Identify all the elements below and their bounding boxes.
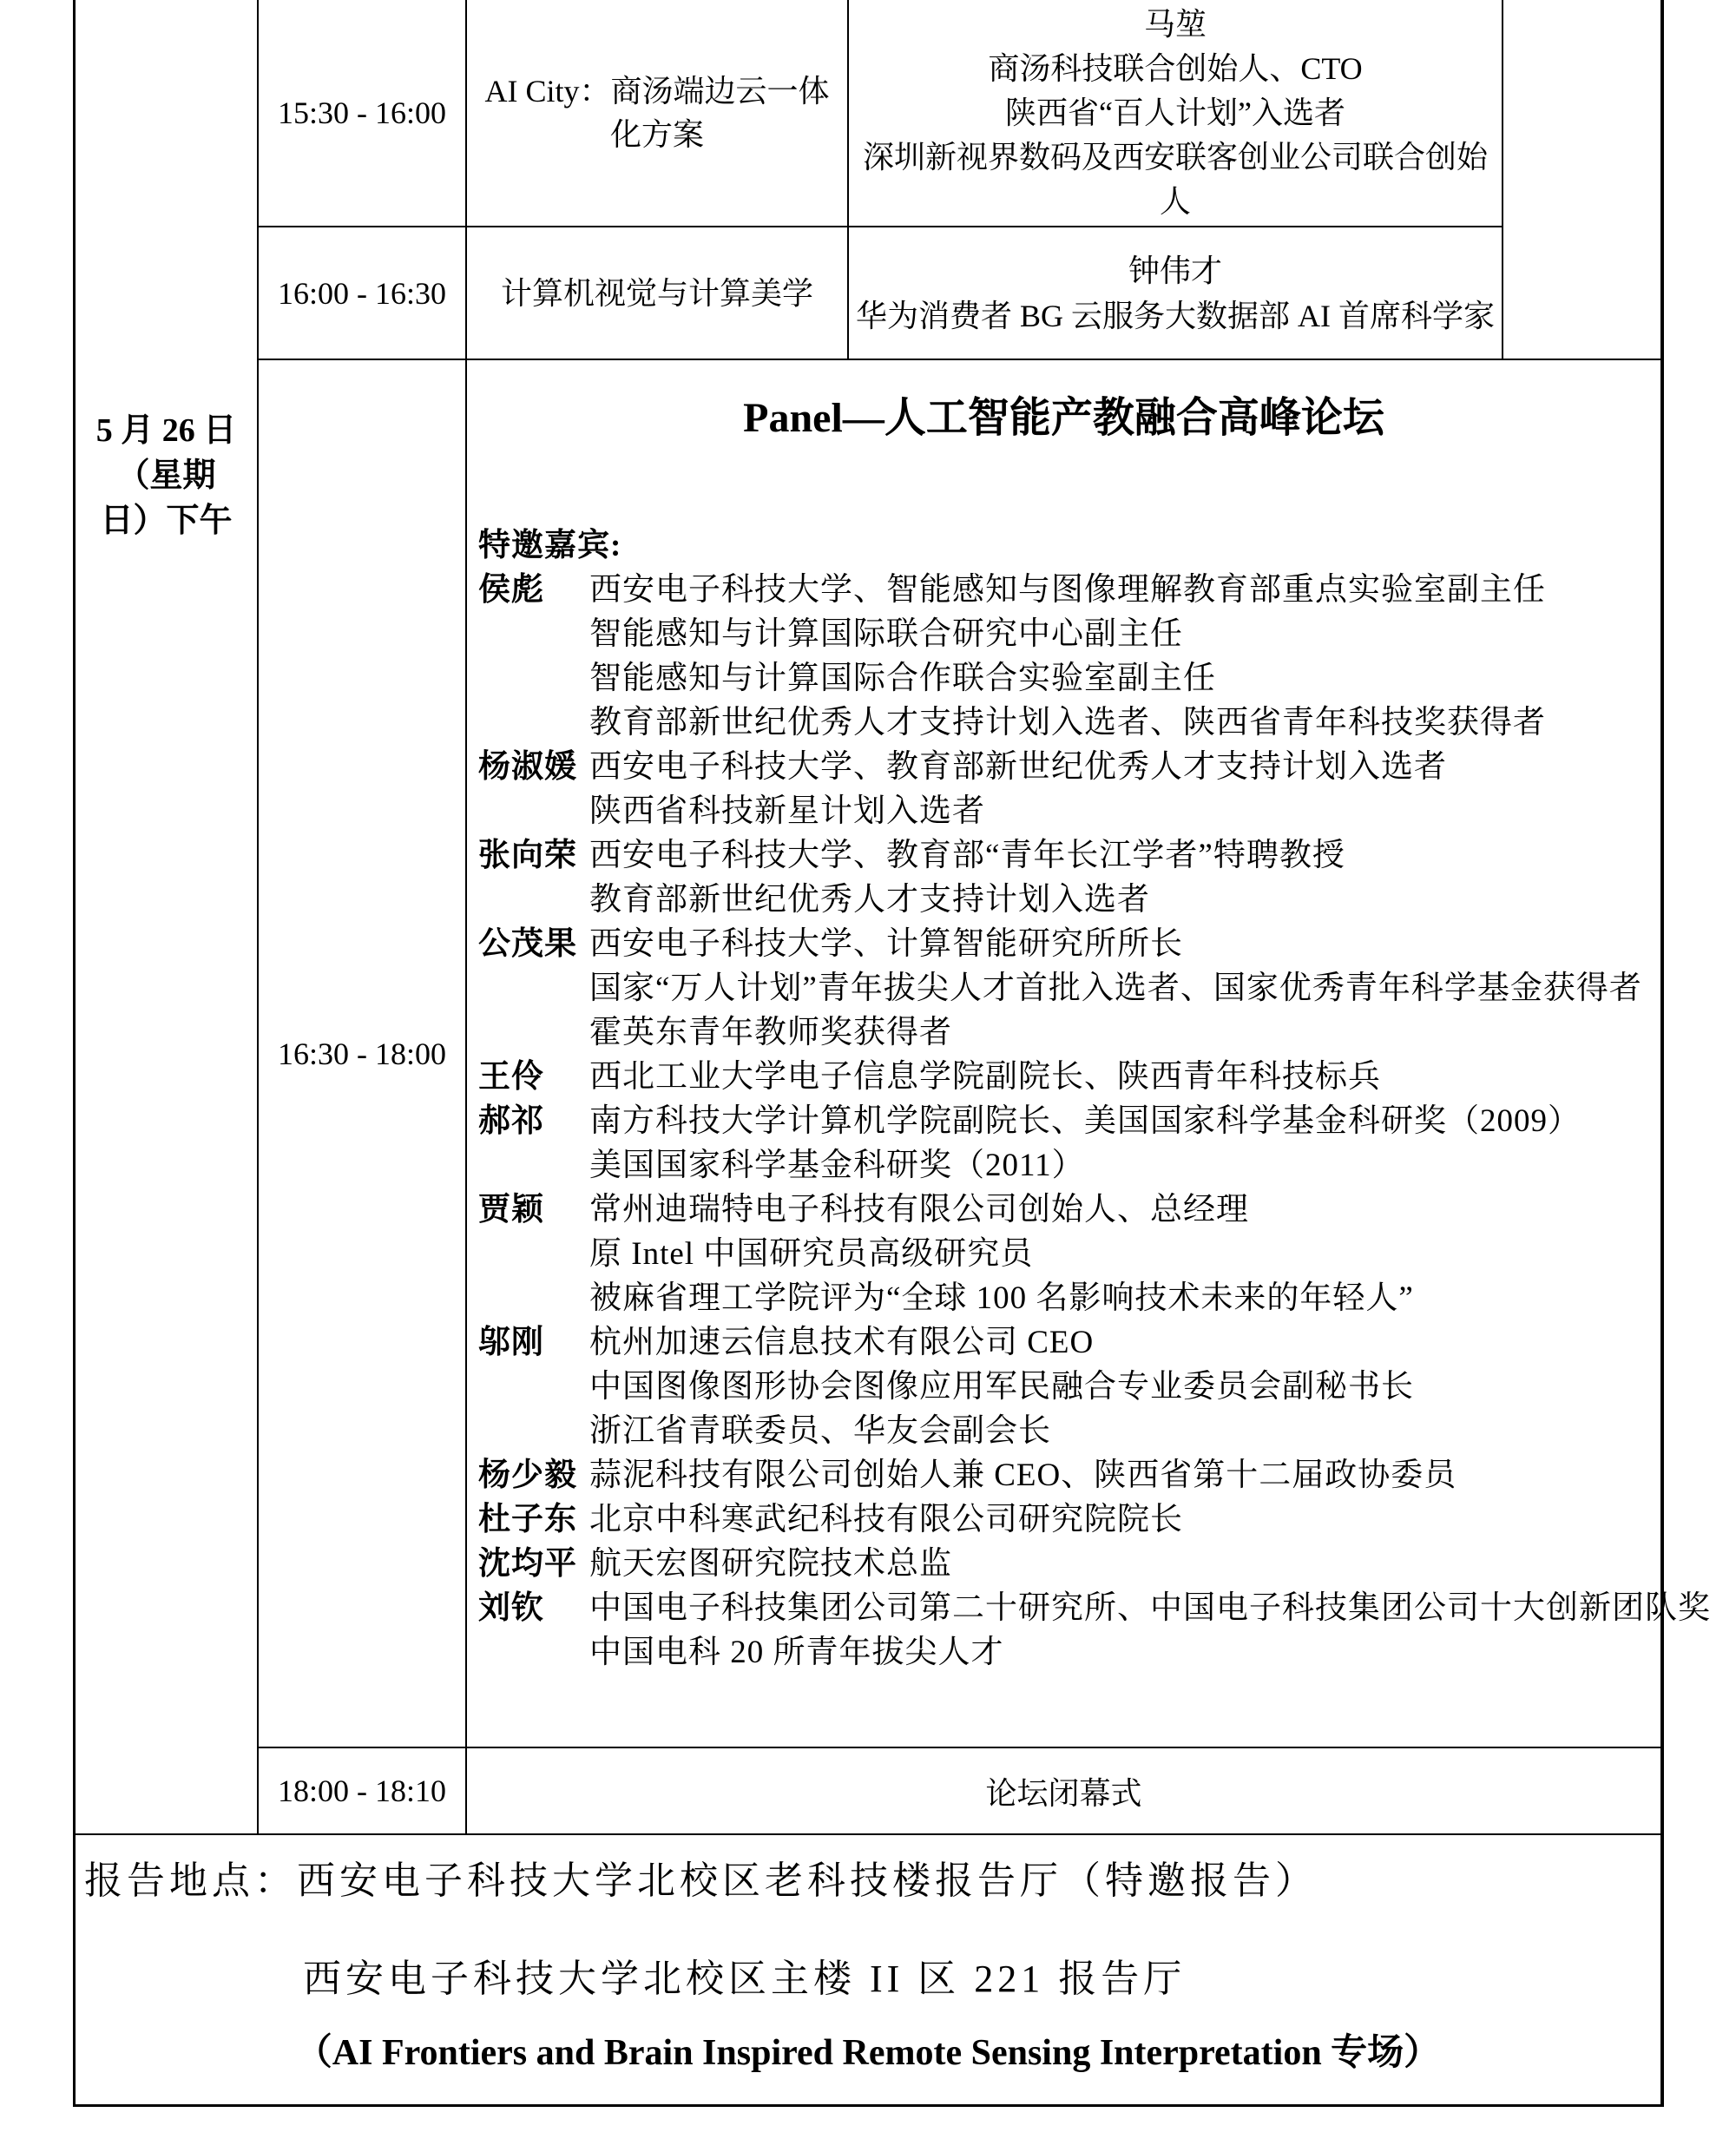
session1-title-line: 化方案: [609, 117, 704, 152]
session1-speaker-line: 人: [1159, 183, 1191, 219]
date-line: 5 月 26 日: [95, 412, 237, 449]
venue-line-3: （AI Frontiers and Brain Inspired Remote Sensing Interpretation 专场）: [295, 2033, 1441, 2073]
panel-time-cell: [259, 360, 465, 1747]
guest-row: [478, 1276, 1660, 1320]
guest-row: [478, 1010, 1660, 1055]
session2-speaker-line: 钟伟才: [1128, 253, 1222, 288]
guest-row: [478, 966, 1660, 1010]
guest-row: [478, 1497, 1660, 1542]
guest-list: [467, 523, 1711, 1675]
guest-desc: 原 Intel 中国研究员高级研究员: [589, 1236, 1034, 1272]
guest-name: [478, 1010, 589, 1055]
session2-time: 16:00 - 16:30: [278, 275, 446, 311]
session1-speaker-line: 马堃: [1143, 6, 1207, 42]
venue-line-1: 报告地点：西安电子科技大学北校区老科技楼报告厅（特邀报告）: [84, 1859, 1318, 1902]
guest-name: 王伶: [478, 1059, 544, 1095]
session1-time: 15:30 - 16:00: [278, 95, 446, 130]
guest-name: [478, 612, 589, 656]
guest-name: 杨淑媛: [478, 749, 577, 785]
closing-time: 18:00 - 18:10: [278, 1774, 446, 1808]
session2-title-line: 计算机视觉与计算美学: [500, 275, 813, 311]
guest-name: 刘钦: [478, 1590, 544, 1626]
guest-name: [478, 701, 589, 745]
guest-row: [478, 1143, 1660, 1188]
session1-speaker-line: 商汤科技联合创始人、CTO: [988, 50, 1363, 86]
guest-desc: 中国图像图形协会图像应用军民融合专业委员会副秘书长: [589, 1369, 1414, 1405]
guest-row: [478, 1232, 1660, 1276]
guest-desc: 国家“万人计划”青年拔尖人才首批入选者、国家优秀青年科学基金获得者: [589, 971, 1642, 1006]
guest-name: [478, 878, 589, 922]
guest-desc: 杭州加速云信息技术有限公司 CEO: [589, 1325, 1095, 1360]
guest-name: 沈均平: [478, 1546, 577, 1582]
session2-speaker-cell: [849, 227, 1502, 359]
panel-time: 16:30 - 18:00: [278, 1036, 446, 1071]
session2-extra-cell: [1503, 227, 1660, 359]
guest-name: 公茂果: [478, 926, 577, 962]
date-cell: [76, 0, 257, 1833]
guest-desc: 西安电子科技大学、计算智能研究所所长: [589, 926, 1183, 962]
guest-desc: 北京中科寒武纪科技有限公司研究院院长: [589, 1502, 1183, 1537]
guest-desc: 陕西省科技新星计划入选者: [589, 793, 985, 829]
guest-row: [478, 1586, 1711, 1630]
guest-name: 侯彪: [478, 572, 544, 608]
guest-name: [478, 966, 589, 1010]
guest-desc: 西安电子科技大学、智能感知与图像理解教育部重点实验室副主任: [589, 572, 1546, 608]
guest-row: [478, 878, 1660, 922]
guest-desc: 常州迪瑞特电子科技有限公司创始人、总经理: [589, 1192, 1249, 1227]
table-border-right: [1660, 0, 1664, 2107]
guest-row: [478, 656, 1660, 701]
guest-desc: 智能感知与计算国际联合研究中心副主任: [589, 616, 1183, 652]
guest-name: [478, 1409, 589, 1453]
closing-time-cell: [259, 1748, 465, 1833]
date-text: [76, 0, 257, 543]
guest-desc: 霍英东青年教师奖获得者: [589, 1015, 952, 1050]
guest-name: [478, 1365, 589, 1409]
session1-title-cell: [467, 0, 847, 226]
session2-time-cell: [259, 227, 465, 359]
guest-desc: 美国国家科学基金科研奖（2011）: [589, 1148, 1085, 1183]
guest-desc: 教育部新世纪优秀人才支持计划入选者、陕西省青年科技奖获得者: [589, 705, 1546, 740]
date-line: 日）下午: [100, 503, 233, 539]
guest-desc: 西北工业大学电子信息学院副院长、陕西青年科技标兵: [589, 1059, 1381, 1095]
guest-desc: 被麻省理工学院评为“全球 100 名影响技术未来的年轻人”: [589, 1280, 1414, 1316]
session1-speaker-cell: [849, 0, 1502, 226]
guest-row: [478, 1542, 1660, 1586]
guest-desc: 教育部新世纪优秀人才支持计划入选者: [589, 882, 1150, 918]
guest-desc: 西安电子科技大学、教育部“青年长江学者”特聘教授: [589, 838, 1345, 873]
guest-desc: 蒜泥科技有限公司创始人兼 CEO、陕西省第十二届政协委员: [589, 1458, 1457, 1493]
guest-desc: 西安电子科技大学、教育部新世纪优秀人才支持计划入选者: [589, 749, 1447, 785]
table-border-bottom: [73, 2104, 1664, 2107]
guest-name: [478, 1143, 589, 1188]
session1-extra-cell: [1503, 0, 1660, 226]
closing-title: 论坛闭幕式: [985, 1775, 1142, 1811]
guest-row: [478, 1320, 1660, 1365]
venue-line-2: 西安电子科技大学北校区主楼 II 区 221 报告厅: [303, 1958, 1187, 2000]
guest-name: 贾颖: [478, 1192, 544, 1227]
session1-title-line: AI City：商汤端边云一体: [484, 74, 830, 109]
guest-desc: 浙江省青联委员、华友会副会长: [589, 1413, 1051, 1449]
guest-desc: 南方科技大学计算机学院副院长、美国国家科学基金科研奖（2009）: [589, 1103, 1581, 1139]
guest-desc: 中国电科 20 所青年拔尖人才: [589, 1635, 1004, 1670]
session2-title-cell: [467, 227, 847, 359]
guest-name: [478, 656, 589, 701]
guest-row: [478, 1055, 1660, 1099]
guest-desc: 航天宏图研究院技术总监: [589, 1546, 952, 1582]
guest-row: [478, 745, 1660, 789]
guest-name: [478, 789, 589, 833]
venue-section: [76, 1835, 1660, 2104]
session2-speaker-line: 华为消费者 BG 云服务大数据部 AI 首席科学家: [856, 298, 1495, 333]
session1-speaker-line: 陕西省“百人计划”入选者: [1005, 95, 1345, 130]
guest-row: [478, 1099, 1660, 1143]
guest-row: [478, 833, 1660, 878]
guest-row: [478, 1409, 1660, 1453]
guest-name: 杜子东: [478, 1502, 577, 1537]
guest-row: [478, 789, 1660, 833]
guest-name: [478, 1276, 589, 1320]
guest-row: [478, 568, 1660, 612]
guest-row: [478, 1365, 1660, 1409]
guest-row: [478, 612, 1660, 656]
guest-row: [478, 701, 1660, 745]
guest-row: [478, 922, 1660, 966]
panel-cell: [467, 360, 1711, 1747]
guest-row: [478, 1453, 1660, 1497]
guest-name: [478, 1630, 589, 1675]
session1-speaker-line: 深圳新视界数码及西安联客创业公司联合创始: [862, 139, 1488, 174]
date-line: （星期: [116, 457, 216, 494]
special-guests-label: 特邀嘉宾:: [478, 528, 622, 563]
guest-name: 邬刚: [478, 1325, 544, 1360]
guest-name: 杨少毅: [478, 1458, 577, 1493]
guest-desc: 中国电子科技集团公司第二十研究所、中国电子科技集团公司十大创新团队奖: [589, 1590, 1711, 1626]
guest-row: [478, 1188, 1660, 1232]
closing-title-cell: [467, 1748, 1660, 1833]
guest-desc: 智能感知与计算国际合作联合实验室副主任: [589, 661, 1216, 696]
session1-time-cell: [259, 0, 465, 226]
guest-name: 张向荣: [478, 838, 577, 873]
panel-title: Panel—人工智能产教融合高峰论坛: [743, 395, 1384, 441]
guest-name: [478, 1232, 589, 1276]
guest-label-row: [478, 523, 1660, 568]
guest-row: [478, 1630, 1660, 1675]
guest-name: 郝祁: [478, 1103, 544, 1139]
